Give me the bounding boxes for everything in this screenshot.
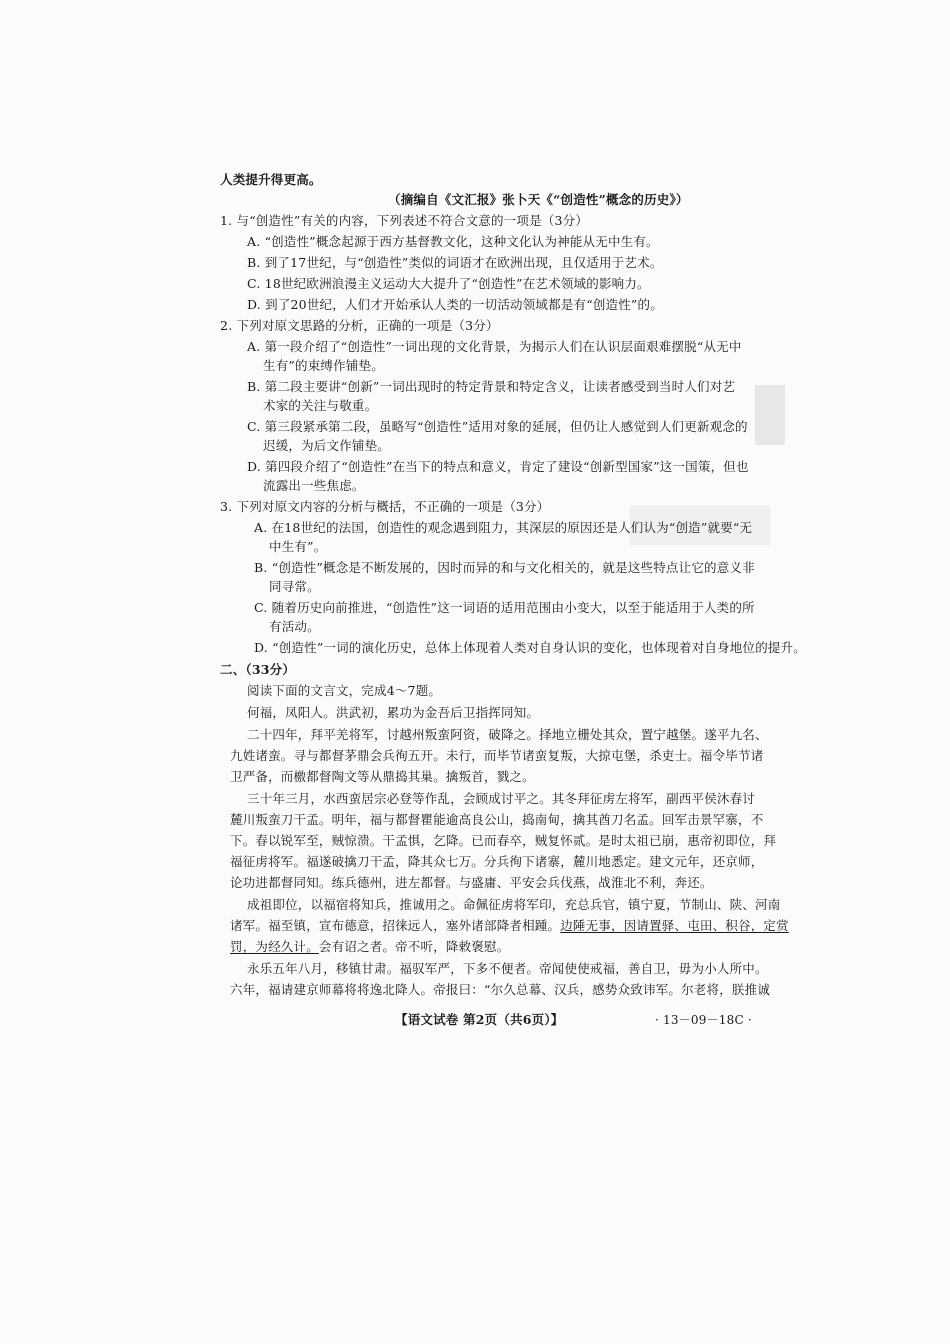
q3-option-a: A. 在18世纪的法国，创造性的观念遇到阻力，其深层的原因还是人们认为“创造”就要“无 [254, 520, 753, 535]
q2-option-d-cont: 流露出一些焦虑。 [263, 478, 365, 493]
intro-tail: 人类提升得更高。 [220, 172, 322, 187]
passage-text: 会有诏之者。帝不听，降敕褒慰。 [318, 939, 510, 954]
passage-line: 二十四年，拜平羌将军，讨越州叛蛮阿资，破降之。择地立栅处其众，置宁越堡。遂平九名、 [247, 727, 768, 742]
q3-option-a-cont: 中生有”。 [269, 539, 327, 554]
q3-option-d: D. “创造性”一词的演化历史，总体上体现着人类对自身认识的变化，也体现着对自身地位的提升。 [254, 640, 807, 655]
passage-line: 永乐五年八月，移镇甘肃。福驭军严，下多不便者。帝闻使使戒福，善自卫，毋为小人所中。 [247, 961, 768, 976]
q2-option-b-cont: 术家的关注与敬重。 [263, 398, 378, 413]
passage-line: 成祖即位，以福宿将知兵，推诚用之。命佩征虏将军印，充总兵官，镇宁夏，节制山、陕、河南 [247, 897, 781, 912]
passage-line: 卫严备，而檄都督陶文等从鼎捣其巢。擒叛首，戮之。 [230, 769, 535, 784]
q1-option-a: A. “创造性”概念起源于西方基督教文化，这种文化认为神能从无中生有。 [247, 234, 659, 249]
passage-line: 麓川叛蛮刀干孟。明年，福与都督瞿能逾高良公山，捣南甸，擒其酋刀名孟。回军击景罕寨，不 [230, 812, 764, 827]
q3-option-c: C. 随着历史向前推进，“创造性”这一词语的适用范围由小变大，以至于能适用于人类的所 [254, 600, 755, 615]
passage-line: 九姓诸蛮。寻与都督茅鼎会兵徇五开。未行，而毕节诸蛮复叛，大掠屯堡，杀吏士。福令毕节诸 [230, 748, 764, 763]
q2-option-b: B. 第二段主要讲“创新”一词出现时的特定背景和特定含义，让读者感受到当时人们对艺 [247, 379, 736, 394]
exam-text [200, 160, 807, 1027]
q1-option-d: D. 到了20世纪，人们才开始承认人类的一切活动领域都是有“创造性”的。 [247, 297, 663, 312]
q3-option-b-cont: 同寻常。 [269, 579, 320, 594]
q3-stem: 3. 下列对原文内容的分析与概括，不正确的一项是（3分） [220, 499, 550, 514]
underlined-sentence: 边陲无事，因请置驿、屯田、积谷，定赏 [560, 918, 789, 933]
q1-option-b: B. 到了17世纪，与“创造性”类似的词语才在欧洲出现，且仅适用于艺术。 [247, 255, 663, 270]
q2-option-a-cont: 生有”的束缚作铺垫。 [263, 358, 384, 373]
section-heading: 二、（33分） [220, 662, 296, 677]
passage-line: 福征虏将军。福遂破擒刀干孟，降其众七万。分兵徇下诸寨，麓川地悉定。建文元年，还京师， [230, 854, 764, 869]
passage-text: 诸军。福至镇，宣布德意，招徕远人，塞外诸部降者相踵。 [230, 918, 561, 933]
passage-line [230, 918, 789, 934]
q1-option-c: C. 18世纪欧洲浪漫主义运动大大提升了“创造性”在艺术领域的影响力。 [247, 276, 650, 291]
reading-instruction: 阅读下面的文言文，完成4～7题。 [247, 683, 442, 698]
underlined-sentence-cont: 罚，为经久计。 [230, 939, 319, 954]
exam-code: · 13－09－18C · [655, 1013, 752, 1027]
page-footer: 【语文试卷 第2页（共6页）】 [395, 1012, 564, 1027]
passage-line: 何福，凤阳人。洪武初，累功为金吾后卫指挥同知。 [247, 705, 540, 720]
q2-option-d: D. 第四段介绍了“创造性”在当下的特点和意义，肯定了建设“创新型国家”这一国策，但也 [247, 459, 749, 474]
passage-line: 三十年三月，水西蛮居宗必登等作乱，会顾成讨平之。其冬拜征虏左将军，副西平侯沐春讨 [247, 791, 756, 806]
q3-option-c-cont: 有活动。 [269, 619, 320, 634]
q2-option-a: A. 第一段介绍了“创造性”一词出现的文化背景，为揭示人们在认识层面艰难摆脱“从无中 [247, 339, 742, 354]
q3-option-b: B. “创造性”概念是不断发展的，因时而异的和与文化相关的，就是这些特点让它的意义非 [254, 560, 755, 575]
q2-stem: 2. 下列对原文思路的分析，正确的一项是（3分） [220, 318, 499, 333]
passage-line [230, 939, 509, 955]
q2-option-c: C. 第三段紧承第二段，虽略写“创造性”适用对象的延展，但仍让人感觉到人们更新观念的 [247, 419, 748, 434]
passage-line: 论功进都督同知。练兵德州，进左都督。与盛庸、平安会兵伐燕，战淮北不利，奔还。 [230, 875, 713, 890]
source-citation: （摘编自《文汇报》张卜天《“创造性”概念的历史》） [388, 192, 689, 207]
passage-line: 下。春以锐军至，贼惊溃。干孟惧，乞降。已而春卒，贼复怀贰。是时太祖已崩，惠帝初即位，拜 [230, 833, 777, 848]
passage-line: 六年，福请建京师幕将将逸北降人。帝报曰：“尔久总幕、汉兵，感势众致讳军。尔老将，朕推诚 [230, 982, 770, 997]
q2-option-c-cont: 迟缓，为后文作铺垫。 [263, 438, 391, 453]
q1-stem: 1. 与“创造性”有关的内容，下列表述不符合文意的一项是（3分） [220, 213, 589, 228]
